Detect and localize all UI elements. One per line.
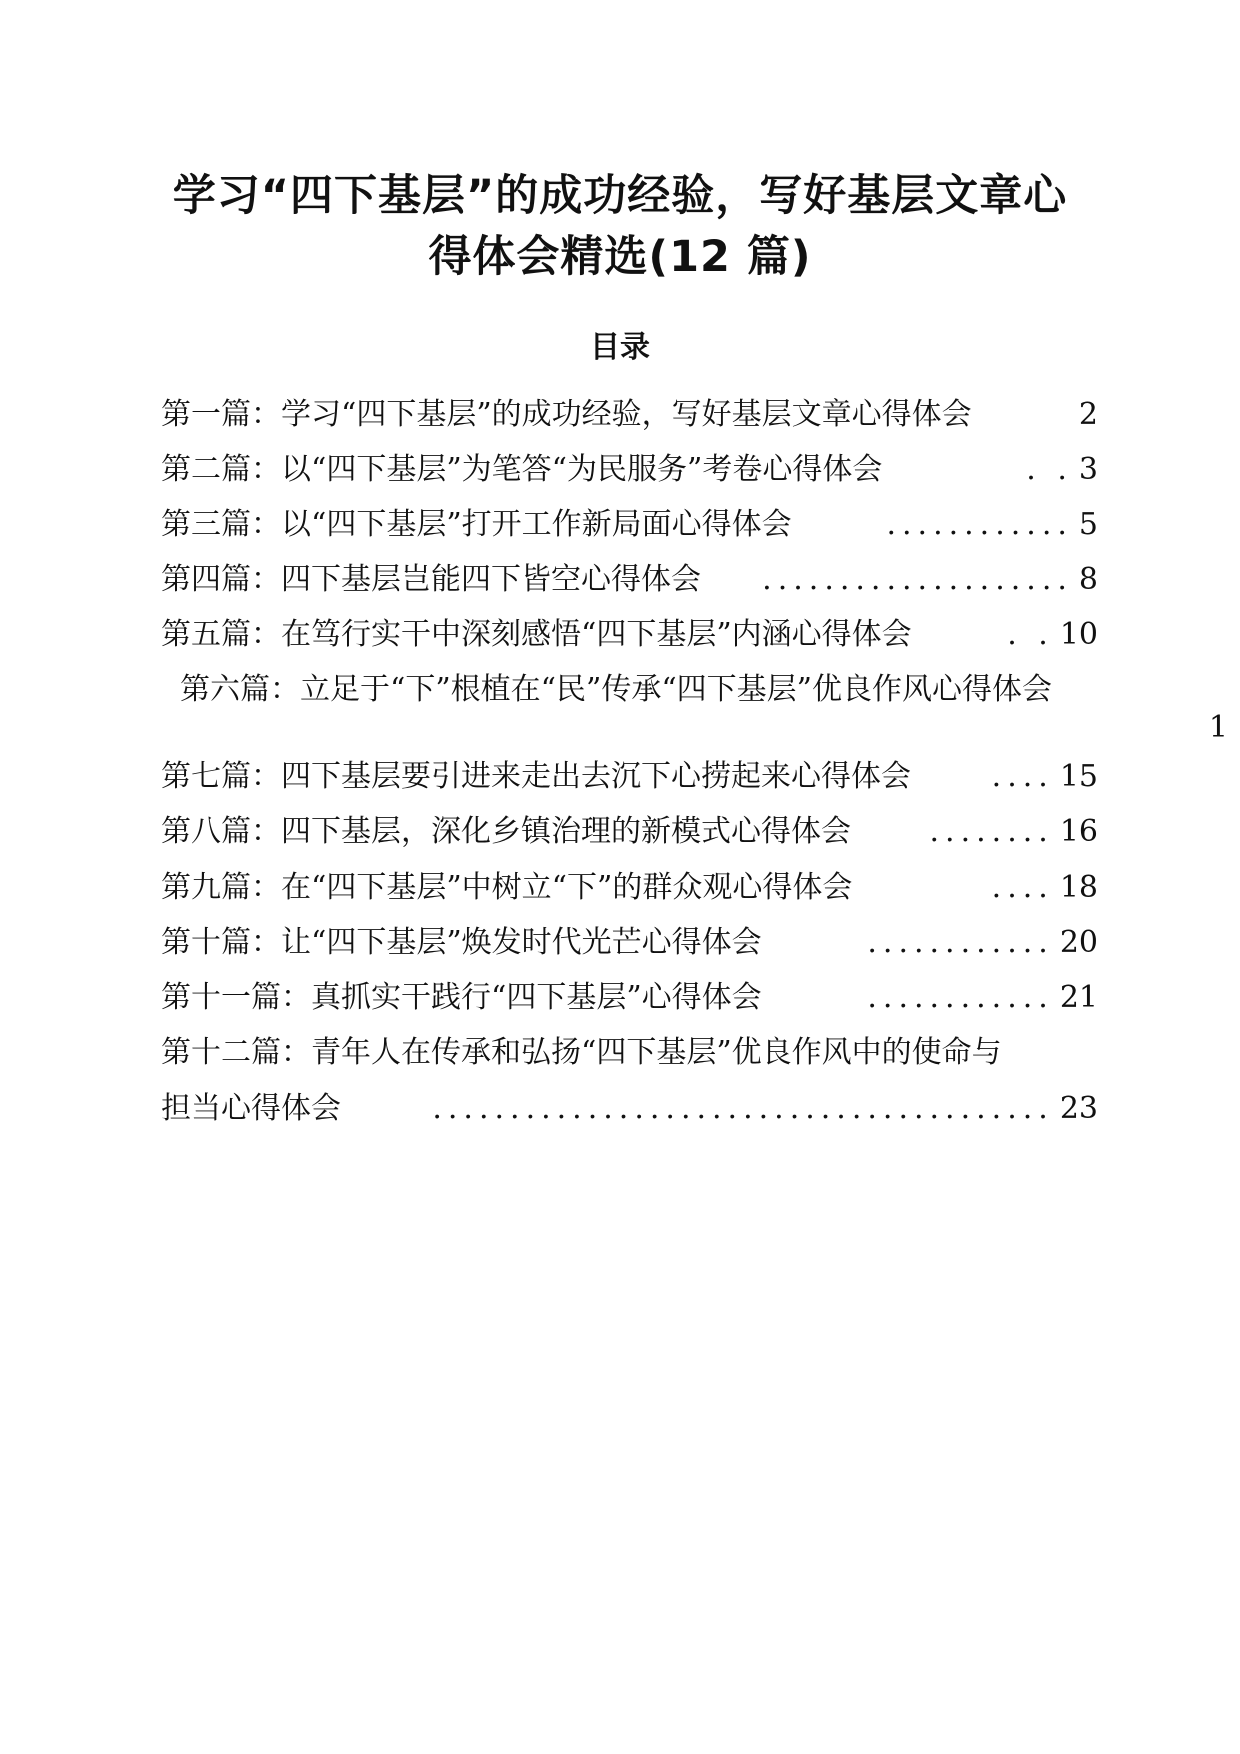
toc-page-number: 3 (1078, 452, 1098, 487)
toc-leader-dots: .... (991, 871, 1054, 905)
toc-item-title: 第十二篇：青年人在传承和弘扬“四下基层”优良作风中的使命与 (161, 1035, 1002, 1070)
toc-item-title: 第十一篇：真抓实干践行“四下基层”心得体会 (161, 980, 762, 1015)
toc-item-12-continued[interactable] (161, 1092, 1098, 1126)
toc-item-5[interactable] (161, 618, 1098, 652)
toc-page-number: 1 (1208, 710, 1228, 745)
toc-item-10[interactable] (161, 926, 1098, 960)
toc-page-number: 21 (1059, 980, 1098, 1015)
toc-item-title: 第六篇：立足于“下”根植在“民”传承“四下基层”优良作风心得体会 (180, 672, 1053, 707)
toc-leader-dots: ........................................ (432, 1092, 1054, 1126)
toc-page-number: 10 (1059, 617, 1098, 652)
toc-item-title: 第三篇：以“四下基层”打开工作新局面心得体会 (161, 507, 792, 542)
document-title-line-2: 得体会精选(12 篇) (428, 232, 812, 282)
toc-leader-dots: .... (991, 760, 1054, 794)
toc-leader-dots: ............ (886, 508, 1073, 542)
toc-page-number: 23 (1059, 1091, 1098, 1126)
toc-leader-dots: ............ (867, 926, 1054, 960)
toc-page-number: 2 (1078, 397, 1098, 432)
toc-item-11[interactable] (161, 981, 1098, 1015)
toc-item-8[interactable] (161, 815, 1098, 849)
toc-item-7[interactable] (161, 760, 1098, 794)
toc-item-title: 第五篇：在笃行实干中深刻感悟“四下基层”内涵心得体会 (161, 617, 912, 652)
toc-leader-dots: .................... (762, 563, 1073, 597)
toc-item-3[interactable] (161, 508, 1098, 542)
toc-item-title: 第十篇：让“四下基层”焕发时代光芒心得体会 (161, 925, 762, 960)
toc-page-number: 16 (1059, 814, 1098, 849)
toc-page-number: 5 (1078, 507, 1098, 542)
toc-page-number: 15 (1059, 759, 1098, 794)
toc-item-4[interactable] (161, 563, 1098, 597)
toc-heading: 目录 (590, 330, 650, 365)
toc-item-6[interactable] (180, 673, 1052, 707)
toc-item-title: 担当心得体会 (161, 1091, 341, 1126)
toc-item-title: 第八篇：四下基层，深化乡镇治理的新模式心得体会 (161, 814, 851, 849)
toc-item-title: 第一篇：学习“四下基层”的成功经验，写好基层文章心得体会 (161, 397, 972, 432)
toc-leader-dots: . . (1026, 453, 1073, 487)
toc-leader-dots: ............ (867, 981, 1054, 1015)
document-title-line-1: 学习“四下基层”的成功经验，写好基层文章心 (172, 171, 1068, 221)
toc-page-number: 18 (1059, 870, 1098, 905)
toc-item-title: 第四篇：四下基层岂能四下皆空心得体会 (161, 562, 701, 597)
toc-item-12[interactable] (161, 1036, 1002, 1070)
toc-leader-dots: ........ (929, 815, 1054, 849)
toc-item-title: 第七篇：四下基层要引进来走出去沉下心捞起来心得体会 (161, 759, 911, 794)
toc-item-9[interactable] (161, 871, 1098, 905)
toc-leader-dots: . . (1007, 618, 1054, 652)
toc-item-title: 第二篇：以“四下基层”为笔答“为民服务”考卷心得体会 (161, 452, 883, 487)
toc-item-2[interactable] (161, 453, 1098, 487)
toc-item-title: 第九篇：在“四下基层”中树立“下”的群众观心得体会 (161, 870, 853, 905)
toc-item-1[interactable] (161, 398, 1098, 432)
toc-page-number: 20 (1059, 925, 1098, 960)
toc-page-number: 8 (1078, 562, 1098, 597)
